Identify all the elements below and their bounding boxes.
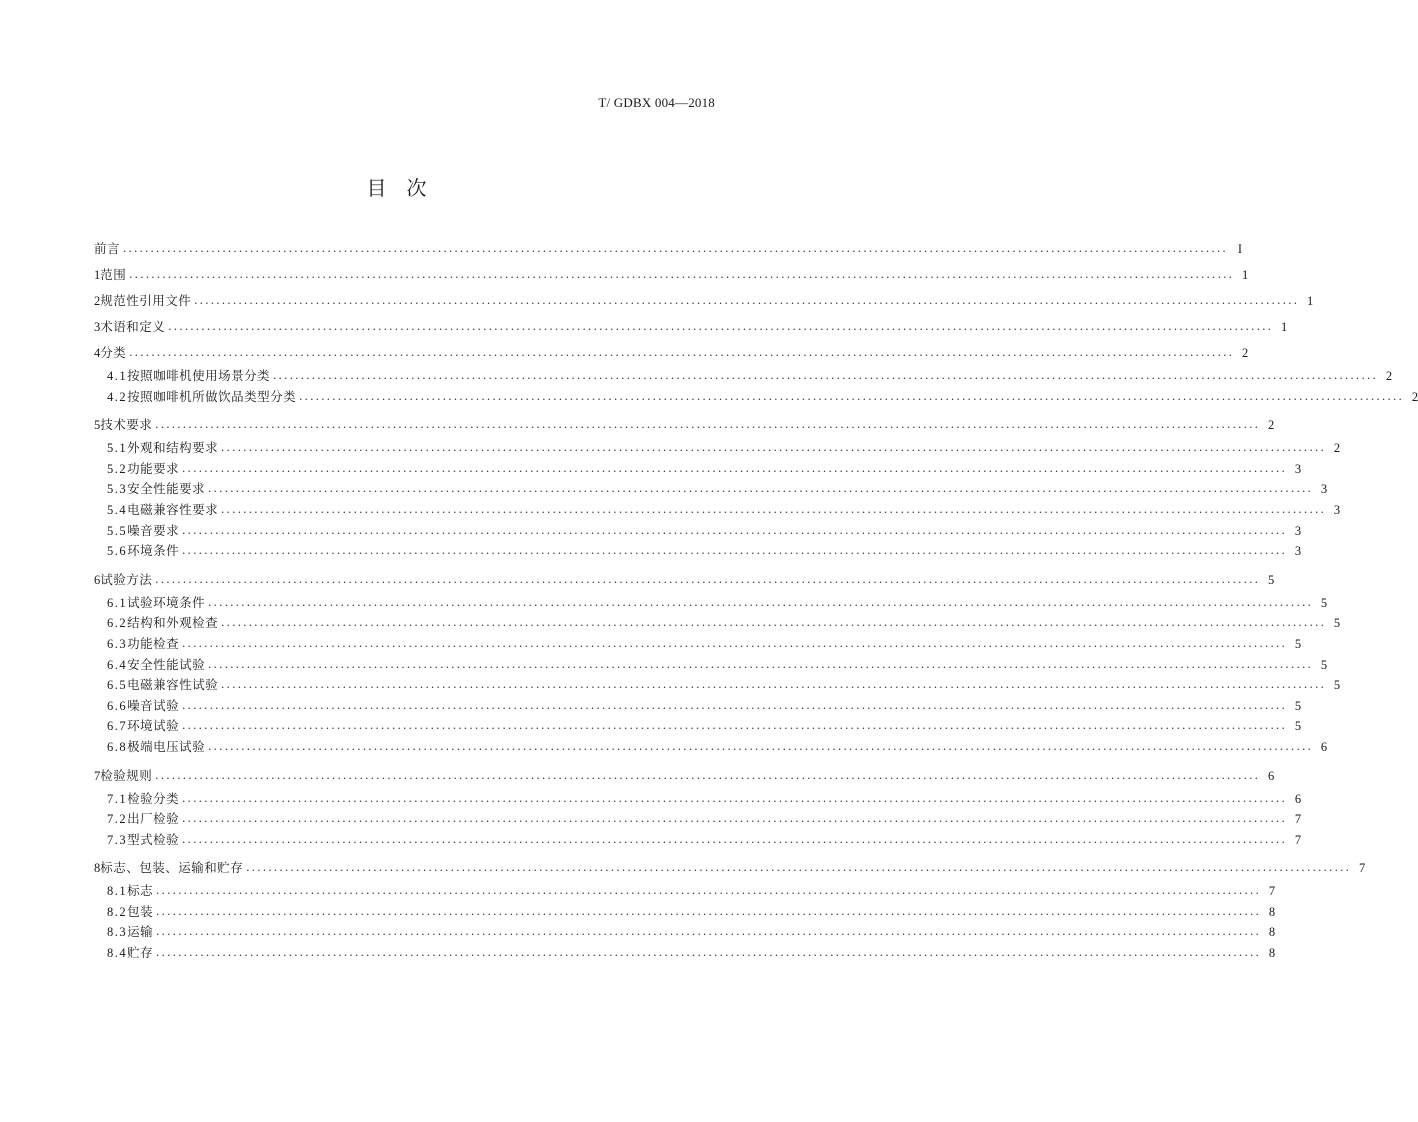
toc-leader-dots: ........................................................................................................................................................................................................ bbox=[123, 241, 1229, 255]
toc-leader-dots: ........................................................................................................................................................................................................ bbox=[156, 924, 1262, 939]
toc-entry-page: 2 bbox=[1411, 389, 1418, 404]
toc-entry-page: 2 bbox=[1385, 369, 1393, 383]
toc-entry[interactable] bbox=[94, 922, 1276, 943]
toc-leader-dots: ........................................................................................................................................................................................................ bbox=[182, 460, 1288, 475]
toc-entry-label: 安全性能要求 bbox=[127, 481, 206, 497]
document-code: T/ GDBX 004—2018 bbox=[598, 95, 715, 110]
toc-entry-page: 7 bbox=[1294, 812, 1302, 827]
toc-entry-number: 4.2 bbox=[107, 389, 128, 404]
toc-entry-number: 8.1 bbox=[107, 884, 128, 899]
toc-entry[interactable] bbox=[94, 479, 1328, 500]
toc-entry-number: 4 bbox=[94, 346, 101, 360]
toc-entry-page: 3 bbox=[1294, 544, 1302, 559]
toc-entry-page: 5 bbox=[1294, 698, 1302, 713]
toc-entry[interactable] bbox=[94, 262, 1249, 288]
toc-entry[interactable] bbox=[94, 943, 1276, 964]
toc-entry-label: 试验环境条件 bbox=[127, 594, 206, 610]
toc-entry[interactable] bbox=[94, 655, 1328, 676]
toc-entry-number: 7 bbox=[94, 768, 101, 783]
toc-entry-page: 5 bbox=[1333, 678, 1341, 693]
toc-entry-label: 包装 bbox=[127, 903, 154, 919]
toc-leader-dots: ........................................................................................................................................................................................................ bbox=[246, 860, 1352, 875]
toc-entry-number: 6.5 bbox=[107, 678, 128, 693]
toc-leader-dots: ........................................................................................................................................................................................................ bbox=[182, 831, 1288, 846]
toc-entry-number: 6.7 bbox=[107, 719, 128, 734]
toc-entry-number: 7.2 bbox=[107, 812, 128, 827]
toc-entry-number: 1 bbox=[94, 268, 101, 282]
toc-entry-number: 6.2 bbox=[107, 616, 128, 631]
toc-entry-label: 检验规则 bbox=[100, 767, 153, 783]
toc-entry-number: 5.2 bbox=[107, 461, 128, 476]
toc-leader-dots: ........................................................................................................................................................................................................ bbox=[156, 903, 1262, 918]
table-of-contents bbox=[94, 236, 1418, 964]
toc-leader-dots: ........................................................................................................................................................................................................ bbox=[155, 767, 1261, 782]
toc-entry[interactable] bbox=[94, 675, 1341, 696]
page-title: 目次 bbox=[366, 176, 447, 200]
toc-entry-page: 1 bbox=[1242, 268, 1249, 282]
toc-entry[interactable] bbox=[94, 366, 1393, 387]
toc-entry-number: 8.3 bbox=[107, 925, 128, 940]
toc-entry-number: 5.5 bbox=[107, 523, 128, 538]
toc-entry-number: 8.2 bbox=[107, 904, 128, 919]
toc-entry-page: 3 bbox=[1320, 482, 1328, 497]
toc-entry-page: 5 bbox=[1333, 616, 1341, 631]
toc-entry-number: 4.1 bbox=[107, 369, 128, 383]
toc-entry-label: 前言 bbox=[94, 241, 121, 256]
toc-entry-label: 检验分类 bbox=[127, 790, 180, 806]
toc-leader-dots: ........................................................................................................................................................................................................ bbox=[221, 615, 1327, 630]
toc-entry-page: 5 bbox=[1320, 657, 1328, 672]
toc-entry-page: 1 bbox=[1281, 320, 1288, 334]
toc-entry-label: 技术要求 bbox=[100, 417, 153, 433]
toc-entry[interactable] bbox=[94, 902, 1276, 923]
toc-leader-dots: ........................................................................................................................................................................................................ bbox=[208, 594, 1314, 609]
toc-entry[interactable] bbox=[94, 830, 1302, 851]
toc-leader-dots: ........................................................................................................................................................................................................ bbox=[182, 697, 1288, 712]
toc-entry[interactable] bbox=[94, 593, 1328, 614]
toc-entry-label: 功能要求 bbox=[127, 460, 180, 476]
toc-entry-page: 5 bbox=[1294, 636, 1302, 651]
toc-entry-label: 噪音试验 bbox=[127, 697, 180, 713]
toc-leader-dots: ........................................................................................................................................................................................................ bbox=[182, 718, 1288, 733]
toc-entry-number: 6.4 bbox=[107, 657, 128, 672]
toc-entry[interactable] bbox=[94, 236, 1243, 262]
toc-leader-dots: ........................................................................................................................................................................................................ bbox=[208, 738, 1314, 753]
toc-entry[interactable] bbox=[94, 288, 1314, 314]
toc-entry-label: 极端电压试验 bbox=[127, 738, 206, 754]
toc-entry-label: 贮存 bbox=[127, 945, 154, 961]
toc-entry-number: 6.8 bbox=[107, 739, 128, 754]
toc-entry-page: 6 bbox=[1268, 768, 1275, 783]
toc-entry[interactable] bbox=[94, 881, 1276, 902]
toc-entry[interactable] bbox=[94, 340, 1249, 366]
toc-entry-label: 结构和外观检查 bbox=[127, 615, 219, 631]
toc-entry-number: 8.4 bbox=[107, 946, 128, 961]
toc-entry-number: 5.4 bbox=[107, 502, 128, 517]
toc-entry[interactable] bbox=[94, 459, 1302, 480]
toc-entry-label: 范围 bbox=[100, 267, 127, 282]
toc-leader-dots: ........................................................................................................................................................................................................ bbox=[129, 267, 1235, 281]
toc-entry-number: 6 bbox=[94, 572, 101, 587]
toc-entry-page: 8 bbox=[1268, 925, 1276, 940]
toc-entry-page: 5 bbox=[1320, 595, 1328, 610]
toc-entry-number: 5.1 bbox=[107, 441, 128, 456]
toc-leader-dots: ........................................................................................................................................................................................................ bbox=[155, 571, 1261, 586]
toc-entry[interactable] bbox=[94, 500, 1341, 521]
toc-entry[interactable] bbox=[94, 521, 1302, 542]
toc-entry-page: 7 bbox=[1294, 832, 1302, 847]
toc-entry-number: 2 bbox=[94, 294, 101, 308]
toc-entry-number: 5.6 bbox=[107, 544, 128, 559]
toc-entry[interactable] bbox=[94, 412, 1275, 438]
toc-entry-page: 3 bbox=[1333, 502, 1341, 517]
toc-entry-label: 试验方法 bbox=[100, 571, 153, 587]
toc-entry-number: 6.1 bbox=[107, 595, 128, 610]
toc-entry[interactable] bbox=[94, 634, 1302, 655]
toc-leader-dots: ........................................................................................................................................................................................................ bbox=[182, 790, 1288, 805]
toc-entry-page: 6 bbox=[1294, 791, 1302, 806]
toc-leader-dots: ........................................................................................................................................................................................................ bbox=[168, 319, 1274, 333]
toc-leader-dots: ........................................................................................................................................................................................................ bbox=[156, 945, 1262, 960]
toc-entry-page: 5 bbox=[1294, 719, 1302, 734]
toc-entry-number: 7.1 bbox=[107, 791, 128, 806]
toc-entry-label: 规范性引用文件 bbox=[100, 293, 192, 308]
toc-entry[interactable] bbox=[94, 789, 1302, 810]
toc-entry[interactable] bbox=[94, 314, 1288, 340]
toc-entry-label: 安全性能试验 bbox=[127, 656, 206, 672]
toc-entry-number: 3 bbox=[94, 320, 101, 334]
toc-entry-label: 型式检验 bbox=[127, 831, 180, 847]
toc-entry-page: 3 bbox=[1294, 461, 1302, 476]
toc-entry-label: 按照咖啡机所做饮品类型分类 bbox=[127, 388, 297, 404]
toc-entry-number: 6.3 bbox=[107, 636, 128, 651]
toc-leader-dots: ........................................................................................................................................................................................................ bbox=[221, 501, 1327, 516]
toc-entry[interactable] bbox=[94, 696, 1302, 717]
toc-entry-page: 2 bbox=[1268, 418, 1275, 433]
toc-leader-dots: ........................................................................................................................................................................................................ bbox=[221, 440, 1327, 455]
toc-leader-dots: ........................................................................................................................................................................................................ bbox=[194, 293, 1300, 307]
toc-entry-number: 5 bbox=[94, 418, 101, 433]
toc-entry-page: 7 bbox=[1359, 861, 1366, 876]
toc-entry-number: 7.3 bbox=[107, 832, 128, 847]
toc-entry[interactable] bbox=[94, 541, 1302, 562]
toc-entry[interactable] bbox=[94, 763, 1275, 789]
toc-entry-label: 出厂检验 bbox=[127, 811, 180, 827]
toc-entry[interactable] bbox=[94, 387, 1418, 408]
toc-entry-page: 6 bbox=[1320, 739, 1328, 754]
toc-entry-label: 外观和结构要求 bbox=[127, 440, 219, 456]
toc-leader-dots: ........................................................................................................................................................................................................ bbox=[155, 417, 1261, 432]
toc-entry-page: 7 bbox=[1268, 884, 1276, 899]
toc-entry-number: 5.3 bbox=[107, 482, 128, 497]
toc-leader-dots: ........................................................................................................................................................................................................ bbox=[129, 345, 1235, 359]
toc-entry-label: 标志、包装、运输和贮存 bbox=[100, 860, 244, 876]
toc-entry[interactable] bbox=[94, 438, 1341, 459]
toc-entry-number: 8 bbox=[94, 861, 101, 876]
toc-leader-dots: ........................................................................................................................................................................................................ bbox=[156, 883, 1262, 898]
toc-leader-dots: ........................................................................................................................................................................................................ bbox=[299, 388, 1405, 403]
toc-entry-label: 电磁兼容性试验 bbox=[127, 677, 219, 693]
toc-entry[interactable] bbox=[94, 855, 1366, 881]
toc-entry-label: 术语和定义 bbox=[100, 319, 166, 334]
toc-leader-dots: ........................................................................................................................................................................................................ bbox=[208, 656, 1314, 671]
toc-leader-dots: ........................................................................................................................................................................................................ bbox=[221, 677, 1327, 692]
toc-entry[interactable] bbox=[94, 567, 1275, 593]
toc-entry-label: 标志 bbox=[127, 883, 154, 899]
toc-entry-page: I bbox=[1237, 242, 1243, 256]
toc-entry-page: 2 bbox=[1333, 441, 1341, 456]
toc-entry-label: 功能检查 bbox=[127, 635, 180, 651]
toc-entry-label: 按照咖啡机使用场景分类 bbox=[127, 368, 271, 383]
toc-entry-label: 运输 bbox=[127, 924, 154, 940]
toc-leader-dots: ........................................................................................................................................................................................................ bbox=[182, 543, 1288, 558]
toc-entry[interactable] bbox=[94, 716, 1302, 737]
toc-entry-page: 5 bbox=[1268, 572, 1275, 587]
toc-entry-page: 3 bbox=[1294, 523, 1302, 538]
toc-entry-label: 电磁兼容性要求 bbox=[127, 501, 219, 517]
toc-entry-page: 2 bbox=[1242, 346, 1249, 360]
toc-leader-dots: ........................................................................................................................................................................................................ bbox=[182, 635, 1288, 650]
toc-entry[interactable] bbox=[94, 737, 1328, 758]
toc-entry-page: 8 bbox=[1268, 904, 1276, 919]
toc-leader-dots: ........................................................................................................................................................................................................ bbox=[273, 368, 1379, 382]
toc-leader-dots: ........................................................................................................................................................................................................ bbox=[208, 481, 1314, 496]
toc-leader-dots: ........................................................................................................................................................................................................ bbox=[182, 811, 1288, 826]
toc-entry-page: 1 bbox=[1307, 294, 1314, 308]
toc-entry[interactable] bbox=[94, 809, 1302, 830]
toc-leader-dots: ........................................................................................................................................................................................................ bbox=[182, 522, 1288, 537]
toc-entry[interactable] bbox=[94, 613, 1341, 634]
toc-entry-label: 环境条件 bbox=[127, 543, 180, 559]
toc-entry-label: 分类 bbox=[100, 345, 127, 360]
toc-entry-label: 噪音要求 bbox=[127, 522, 180, 538]
toc-entry-label: 环境试验 bbox=[127, 718, 180, 734]
toc-entry-page: 8 bbox=[1268, 946, 1276, 961]
toc-entry-number: 6.6 bbox=[107, 698, 128, 713]
